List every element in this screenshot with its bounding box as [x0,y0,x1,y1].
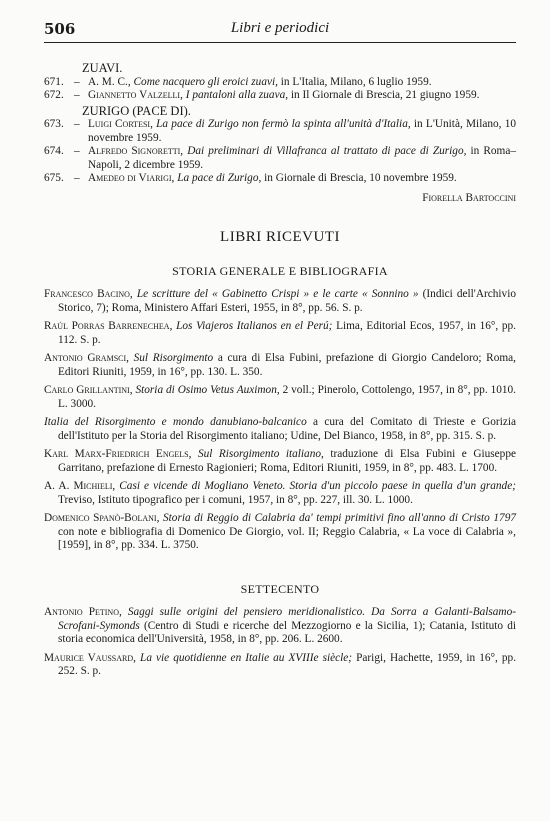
book-title: Sul Risorgimento italiano, [197,448,324,460]
book-author: Maurice Vaussard, [44,651,136,664]
book-entry [44,480,516,507]
entry-text [88,145,516,172]
book-details: 2 voll.; Pinerolo, Cottolengo, 1957, in 8°, pp. 1010. L. 3000. [58,384,516,410]
bibliography-entry [44,145,516,172]
signature: Fiorella Bartoccini [422,191,516,204]
entry-author: Alfredo Signoretti, [88,145,184,157]
entry-subhead: ZURIGO (PACE DI). [82,103,191,118]
book-entry [44,320,516,347]
book-details: con note e bibliografia di Domenico De Giorgio, vol. II; Reggio Calabria, « La voce di Calabria », [1959], in 8°, pp. 334. L. 3750. [58,525,516,551]
bibliography-list [44,62,516,186]
entry-number: 674. [44,145,64,157]
book-entry [44,652,516,679]
page-body [44,60,516,684]
book-details: Parigi, Hachette, 1959, in 16°, pp. 252. S. p. [58,651,517,677]
header-rule [44,42,516,43]
page-header [44,20,516,42]
book-details: (Indici dell'Archivio Storico, 7); Roma, Ministero Affari Esteri, 1955, in 8°, pp. 56. S. p. [58,288,516,314]
subsection-title-settecento: SETTECENTO [240,581,320,596]
bibliography-entry [44,76,516,90]
book-author: A. A. Michieli, [44,480,116,492]
book-title: Le scritture del « Gabinetto Crispi » e le carte « Sonnino » [136,288,419,300]
entry-title: Come nacquero gli eroici zuavi, [133,75,278,88]
entry-dash: – [74,89,80,101]
entry-source: in Roma–Napoli, 2 dicembre 1959. [88,145,516,171]
book-author: Domenico Spanò-Bolani, [44,512,160,524]
entry-author: Giannetto Valzelli, [88,89,183,101]
book-details: (Centro di Studi e ricerche del Mezzogiorno e la Sicilia, 1); Catania, Istituto di storia economica dell'Università, 1958, in 8°, pp. 206. L. 2600. [58,619,516,645]
entry-dash: – [74,118,80,130]
entry-text [88,76,516,90]
entry-dash: – [74,75,80,88]
entry-number: 672. [44,89,64,101]
entry-source: in Giornale di Brescia, 10 novembre 1959. [264,172,457,184]
entry-text [88,118,516,145]
book-entry [44,384,516,411]
book-author: Antonio Gramsci, [44,352,129,364]
entry-author: Amedeo di Viarigi, [88,172,175,184]
entry-source: in L'Italia, Milano, 6 luglio 1959. [280,75,432,88]
bibliography-entry [44,172,516,186]
entry-author: Luigi Cortesi, [88,118,153,130]
book-title: Casi e vicende di Mogliano Veneto. Storia d'un piccolo paese in quella d'un grande; [119,480,516,492]
book-entry [44,512,516,553]
book-entry [44,448,516,475]
book-author: Francesco Bacino, [44,288,133,300]
bibliography-entry [44,89,516,103]
settecento-book-list [44,606,516,679]
entry-source: in L'Unità, Milano, 10 novembre 1959. [88,118,517,144]
book-title: Los Viajeros Italianos en el Perú; [176,320,333,332]
entry-number: 671. [44,75,64,88]
entry-source: in Il Giornale di Brescia, 21 giugno 1959. [290,89,480,101]
entry-title: La pace di Zurigo, [177,172,262,184]
entry-text [88,89,516,103]
book-entry [44,416,516,443]
book-entry [44,606,516,647]
book-title: La vie quotidienne en Italie au XVIIIe siècle; [140,651,353,664]
book-title: Storia di Reggio di Calabria da' tempi primitivi fino all'anno di Cristo 1797 [163,512,516,524]
entry-title: La pace di Zurigo non fermò la spinta all'unità d'Italia, [156,118,411,130]
subsection-title-storia: STORIA GENERALE E BIBLIOGRAFIA [172,263,388,278]
book-author: Raúl Porras Barrenechea, [44,320,173,332]
bibliography-entry [44,118,516,145]
book-details: Lima, Editorial Ecos, 1957, in 16°, pp. 112. S. p. [58,320,517,346]
entry-author: A. M. C., [88,75,131,88]
entry-dash: – [74,145,80,157]
book-author: Antonio Petino, [44,606,122,618]
running-title: Libri e periodici [230,20,330,36]
book-author: Carlo Grillantini, [44,384,133,396]
entry-number: 675. [44,172,64,184]
book-details: Treviso, Istituto tipografico per i comuni, 1957, in 8°, pp. 227, ill. 30. L. 1000. [58,493,413,506]
book-author: Karl Marx-Friedrich Engels, [44,448,192,460]
entry-title: Dai preliminari di Villafranca al trattato di pace di Zurigo, [187,145,467,157]
book-details: a cura del Comitato di Trieste e Gorizia dell'Istituto per la Storia del Risorgimento italiano; Udine, Del Bianco, 1958, in 8°, pp. 315. S. p. [58,416,516,442]
entry-title: I pantaloni alla zuava, [185,89,289,101]
book-title: Italia del Risorgimento e mondo danubiano-balcanico [44,416,307,428]
book-entry [44,352,516,379]
entry-text [88,172,516,186]
storia-book-list [44,288,516,553]
book-title: Saggi sulle origini del pensiero meridionalistico. Da Sorra a Galanti-Balsamo-Scrofani-Symonds [58,606,517,632]
section-title: LIBRI RICEVUTI [220,229,340,245]
book-details: a cura di Elsa Fubini, prefazione di Giorgio Candeloro; Roma, Editori Riuniti, 1959, in 16°, pp. 130. L. 350. [58,352,516,378]
entry-number: 673. [44,118,64,130]
book-title: Sul Risorgimento [133,352,214,364]
entry-subhead: ZUAVI. [82,61,123,75]
page-number: 506 [44,20,76,38]
book-title: Storia di Osimo Vetus Auximon, [135,384,280,396]
book-entry [44,288,516,315]
book-details: traduzione di Elsa Fubini e Giuseppe Garritano, prefazione di Ernesto Ragionieri; Roma, Editori Riuniti, 1959, in 8°, pp. 483. L. 1700. [58,448,516,474]
entry-dash: – [74,172,80,184]
